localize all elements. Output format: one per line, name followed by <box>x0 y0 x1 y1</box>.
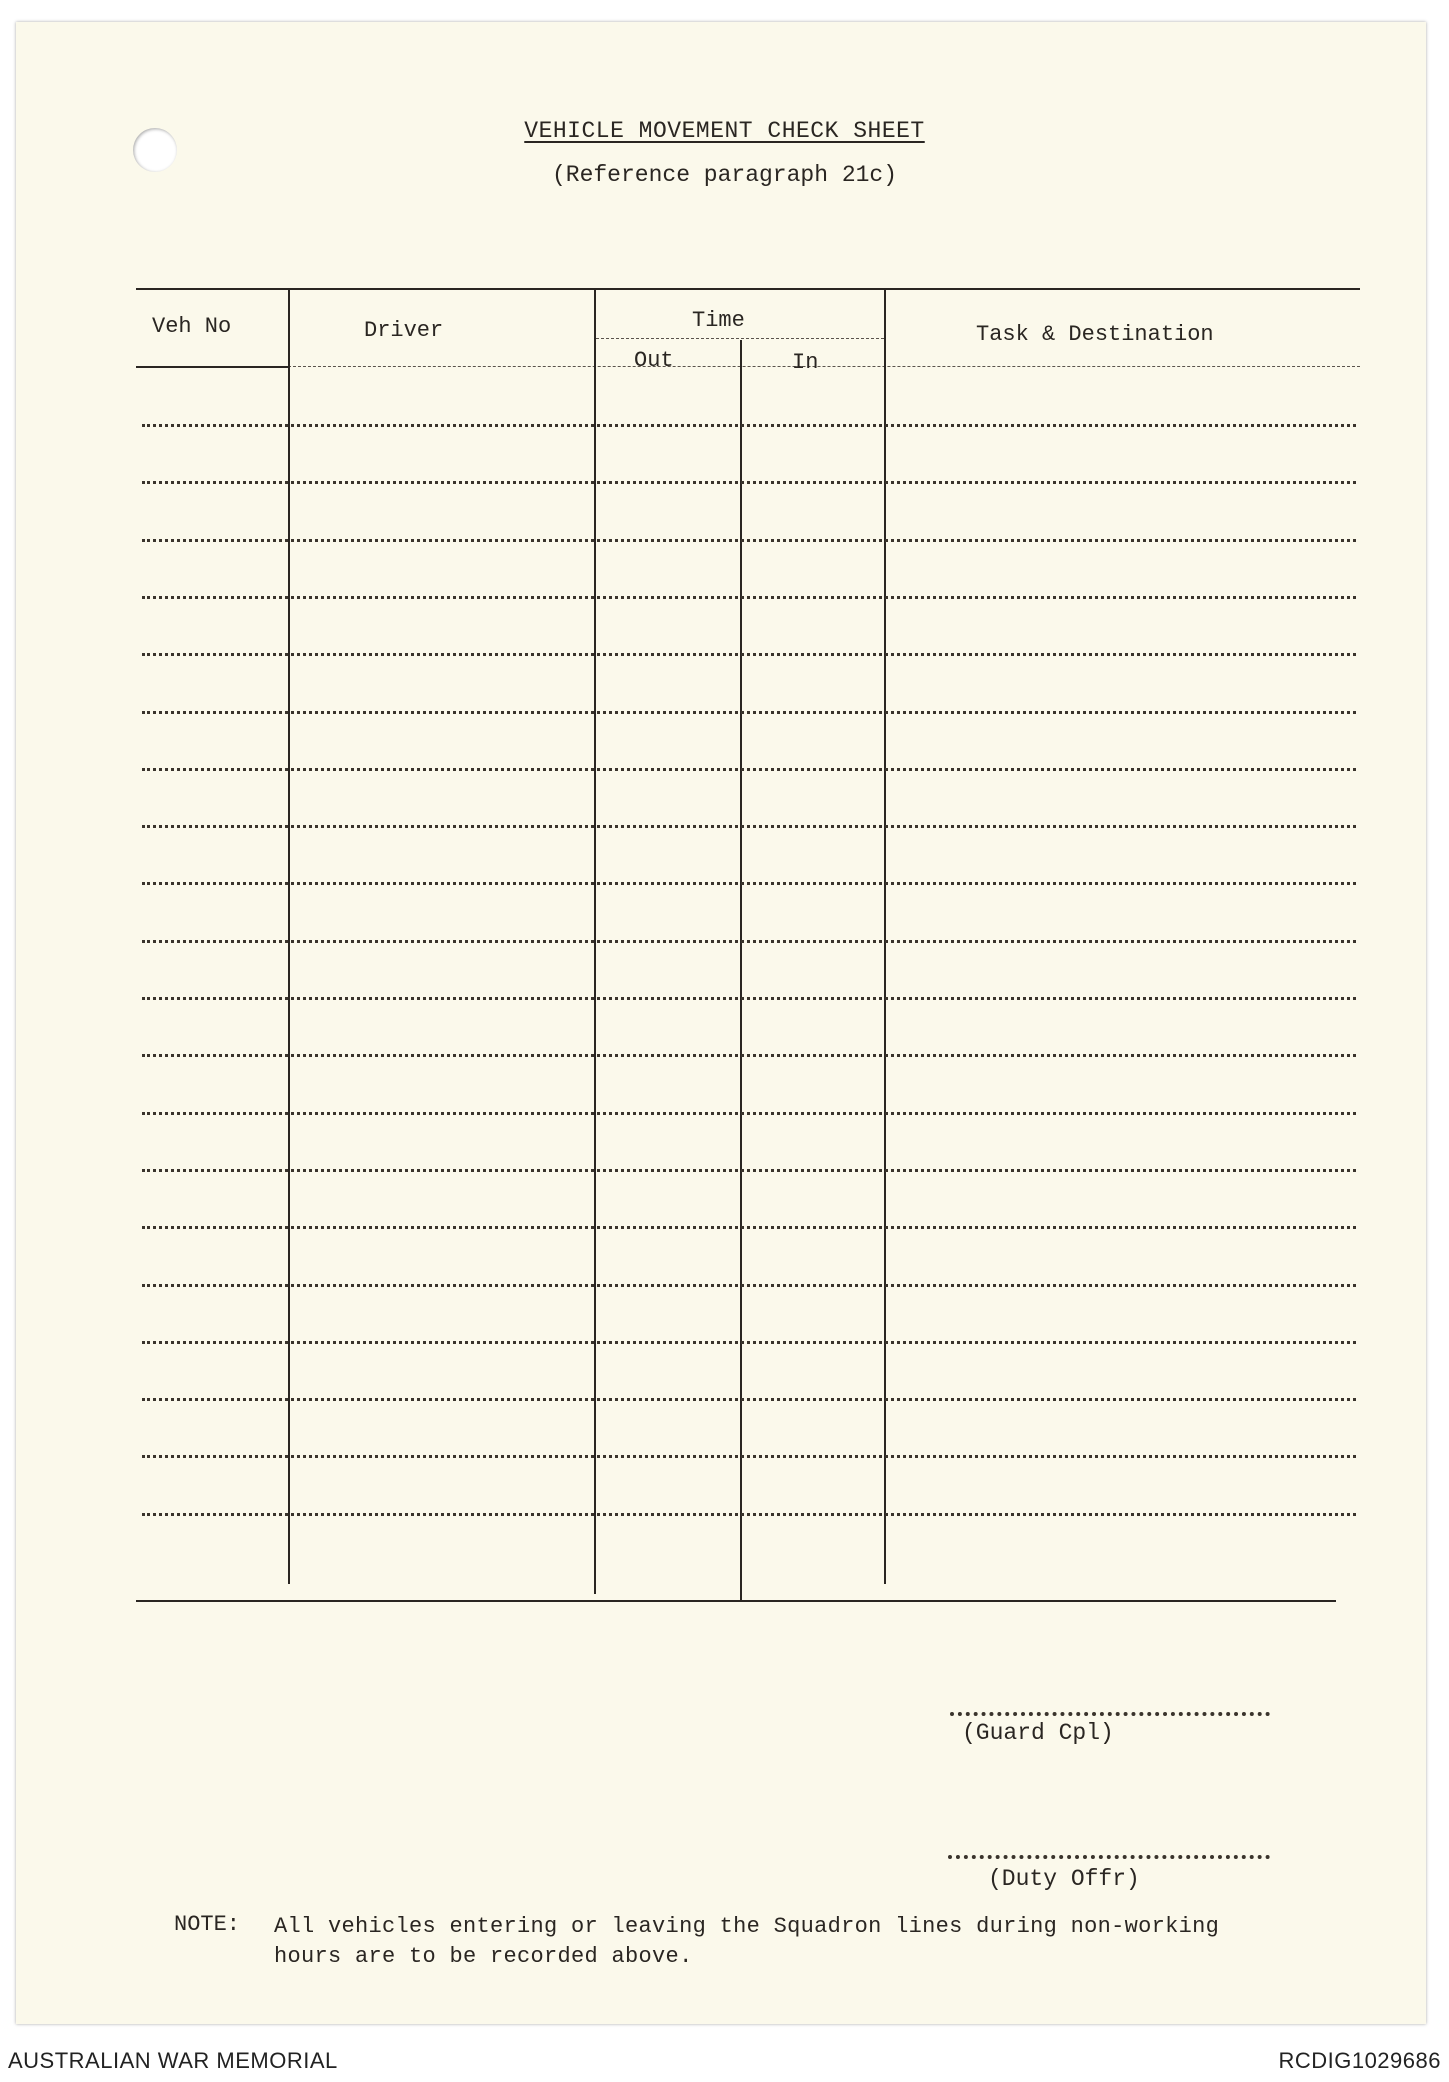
header-underline <box>288 366 1360 367</box>
entry-row <box>142 1341 1356 1344</box>
header-task-destination: Task & Destination <box>976 322 1214 347</box>
header-time-out: Out <box>634 348 674 373</box>
entry-row <box>142 1054 1356 1057</box>
entry-row <box>142 1398 1356 1401</box>
header-time: Time <box>692 308 745 333</box>
entry-row <box>142 539 1356 542</box>
entry-row <box>142 1513 1356 1516</box>
entry-row <box>142 653 1356 656</box>
entry-row <box>142 596 1356 599</box>
document-title: VEHICLE MOVEMENT CHECK SHEET <box>524 118 925 144</box>
footer-record-id: RCDIG1029686 <box>1278 2048 1441 2073</box>
entry-row <box>142 424 1356 427</box>
entry-row <box>142 825 1356 828</box>
table-bottom-rule <box>136 1600 1336 1602</box>
footer-archive-name: AUSTRALIAN WAR MEMORIAL <box>8 2048 338 2073</box>
document-subtitle: (Reference paragraph 21c) <box>551 162 898 188</box>
guard-signature-label: (Guard Cpl) <box>962 1720 1114 1746</box>
entry-row <box>142 1226 1356 1229</box>
header-time-in: In <box>792 350 819 375</box>
duty-signature-line <box>948 1855 1270 1859</box>
guard-signature-line <box>950 1712 1270 1716</box>
entry-row <box>142 1112 1356 1115</box>
column-divider-out-in <box>740 340 742 1600</box>
entry-row <box>142 481 1356 484</box>
entry-row <box>142 882 1356 885</box>
movement-table <box>136 288 1360 1603</box>
time-subheader-rule <box>596 338 884 339</box>
entry-row <box>142 1169 1356 1172</box>
header-veh-no: Veh No <box>152 314 232 339</box>
note-label: NOTE: <box>174 1912 241 1937</box>
entry-row <box>142 997 1356 1000</box>
entry-row <box>142 711 1356 714</box>
duty-signature-label: (Duty Offr) <box>988 1866 1140 1892</box>
header-underline-veh <box>136 366 288 368</box>
entry-row <box>142 768 1356 771</box>
entry-row <box>142 1284 1356 1287</box>
note-text: All vehicles entering or leaving the Squadron lines during non-working hours are to be recorded above. <box>274 1914 1220 1969</box>
entry-row <box>142 1455 1356 1458</box>
entry-row <box>142 940 1356 943</box>
table-top-rule <box>136 288 1360 290</box>
header-driver: Driver <box>364 318 444 343</box>
